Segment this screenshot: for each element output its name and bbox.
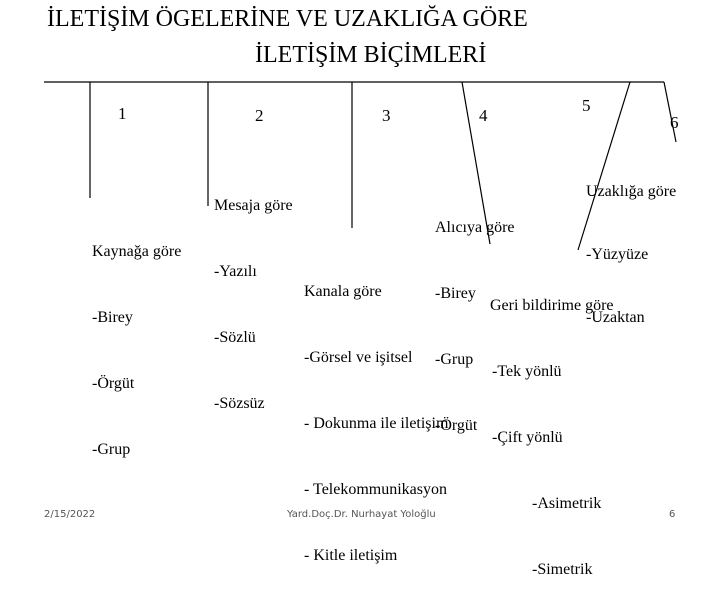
connector-6	[664, 82, 676, 142]
step-number-6: 6	[670, 113, 679, 132]
group-item: - Telekommunikasyon	[304, 481, 448, 498]
title-line-1: İLETİŞİM ÖGELERİNE VE UZAKLIĞA GÖRE	[47, 6, 528, 32]
group-item: -Yazılı	[214, 263, 257, 280]
group-kanal	[304, 237, 448, 589]
group-item: -Sözsüz	[214, 395, 265, 412]
title-line-2: İLETİŞİM BİÇİMLERİ	[255, 42, 487, 68]
group-item: -Grup	[92, 441, 131, 458]
step-number-4: 4	[479, 106, 488, 125]
group-item: -Örgüt	[92, 375, 135, 392]
group-heading: Kaynağa göre	[92, 243, 182, 260]
group-item: -Yüzyüze	[586, 246, 649, 263]
group-heading: Geri bildirime göre	[490, 297, 614, 314]
group-item: -Birey	[92, 309, 133, 326]
group-item: -Uzaktan	[586, 309, 645, 326]
group-mesaj	[214, 151, 293, 437]
footer-page-number: 6	[669, 509, 676, 520]
step-number-3: 3	[382, 106, 391, 125]
step-number-2: 2	[255, 106, 264, 125]
group-heading: Uzaklığa göre	[586, 183, 677, 200]
group-item: -Asimetrik	[532, 495, 602, 512]
group-item: -Görsel ve işitsel	[304, 349, 413, 366]
step-number-1: 1	[118, 104, 127, 123]
group-item: - Kitle iletişim	[304, 547, 398, 564]
group-heading: Mesaja göre	[214, 197, 293, 214]
step-number-5: 5	[582, 96, 591, 115]
group-item: -Birey	[435, 285, 476, 302]
group-item: -Simetrik	[532, 561, 593, 578]
group-kaynak	[92, 197, 181, 483]
group-item: -Grup	[435, 351, 474, 368]
group-item: -Sözlü	[214, 329, 256, 346]
group-item: -Tek yönlü	[492, 363, 562, 380]
group-uzaklik	[586, 139, 676, 349]
group-heading: Kanala göre	[304, 283, 382, 300]
footer-author: Yard.Doç.Dr. Nurhayat Yoloğlu	[287, 509, 436, 520]
footer-date: 2/15/2022	[44, 509, 96, 520]
group-item: -Çift yönlü	[492, 429, 563, 446]
group-heading: Alıcıya göre	[435, 219, 515, 236]
group-item: - Dokunma ile iletişim	[304, 415, 449, 432]
group-item: -Örgüt	[435, 417, 478, 434]
